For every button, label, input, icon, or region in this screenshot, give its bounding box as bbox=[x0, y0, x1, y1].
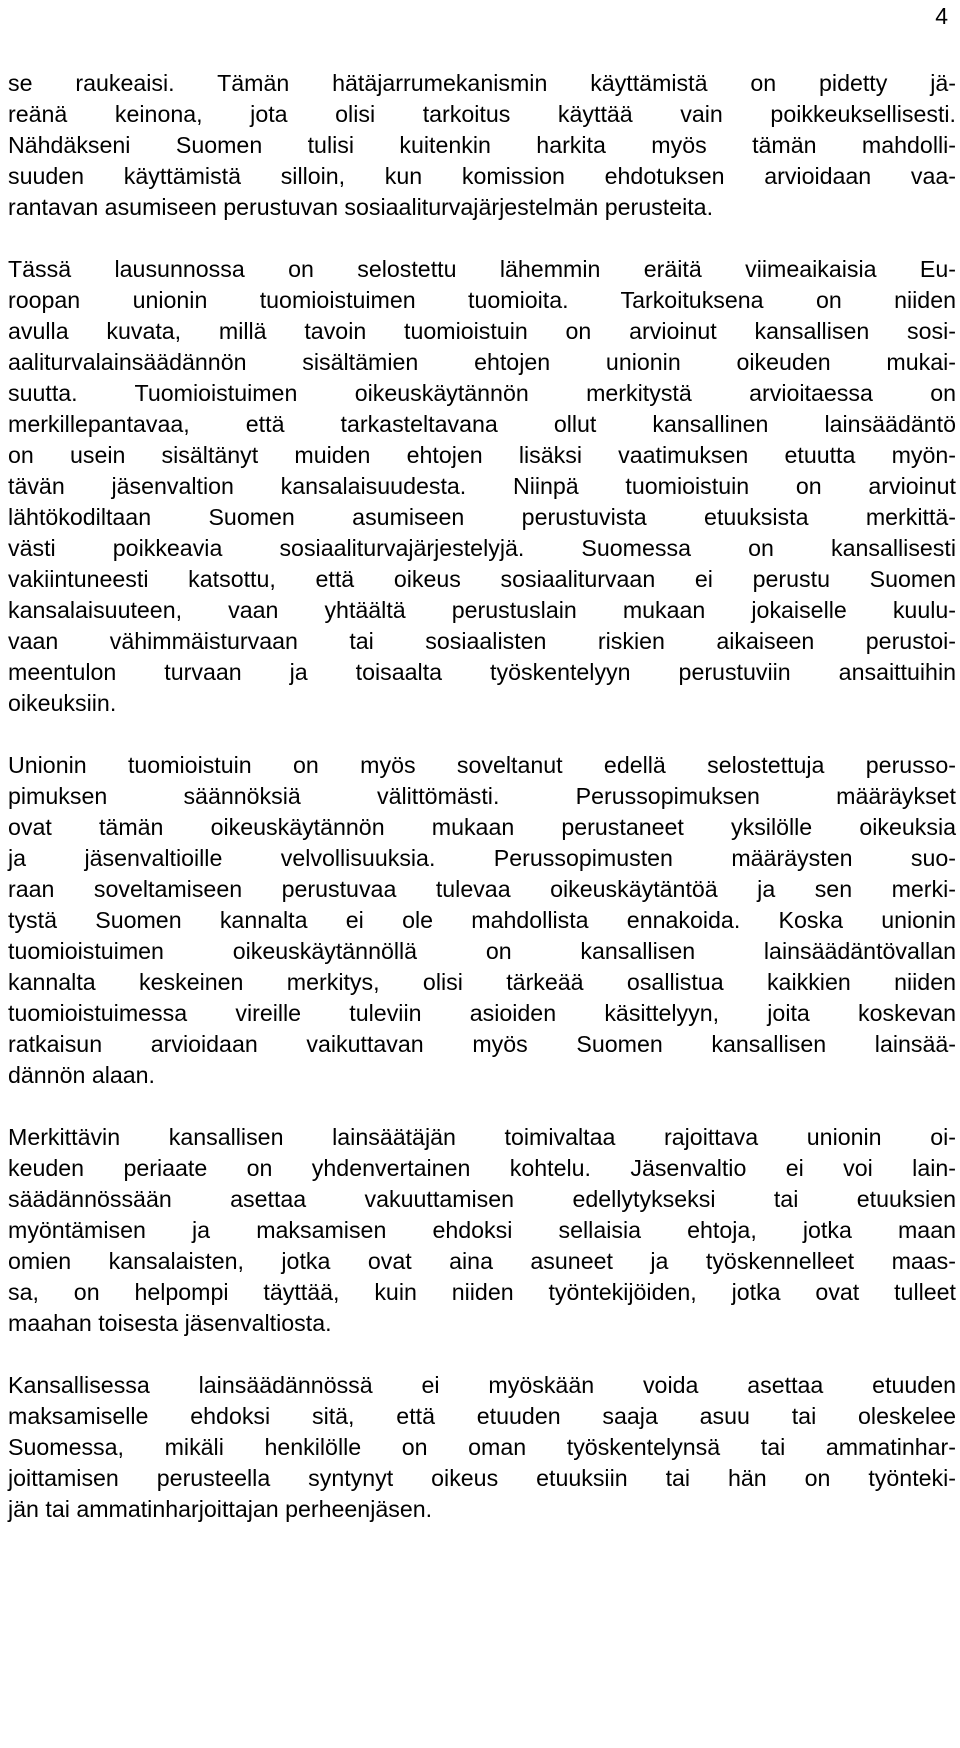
text-line: se raukeaisi. Tämän hätäjarrumekanismin käyttämistä on pidetty jä- bbox=[8, 70, 956, 96]
text-line: pimuksen säännöksiä välittömästi. Perussopimuksen määräykset bbox=[8, 783, 956, 809]
text-line: rantavan asumiseen perustuvan sosiaaliturvajärjestelmän perusteita. bbox=[8, 194, 714, 220]
text-line: maksamiselle ehdoksi sitä, että etuuden saaja asuu tai oleskelee bbox=[8, 1403, 956, 1429]
text-line: Suomessa, mikäli henkilölle on oman työskentelynsä tai ammatinhar- bbox=[8, 1434, 956, 1460]
text-line: joittamisen perusteella syntynyt oikeus etuuksiin tai hän on työnteki- bbox=[8, 1465, 956, 1491]
text-line: suuden käyttämistä silloin, kun komission ehdotuksen arvioidaan vaa- bbox=[8, 163, 956, 189]
text-line: tuomioistuimessa vireille tuleviin asioiden käsittelyyn, joita koskevan bbox=[8, 1000, 956, 1026]
text-line: ratkaisun arvioidaan vaikuttavan myös Suomen kansallisen lainsää- bbox=[8, 1031, 956, 1057]
text-line: dännön alaan. bbox=[8, 1062, 155, 1088]
text-line: Kansallisessa lainsäädännössä ei myöskään voida asettaa etuuden bbox=[8, 1372, 956, 1398]
text-line: tävän jäsenvaltion kansalaisuudesta. Niinpä tuomioistuin on arvioinut bbox=[8, 473, 956, 499]
paragraph-4 bbox=[8, 1122, 956, 1339]
text-line: roopan unionin tuomioistuimen tuomioita. Tarkoituksena on niiden bbox=[8, 287, 956, 313]
text-line: suutta. Tuomioistuimen oikeuskäytännön merkitystä arvioitaessa on bbox=[8, 380, 956, 406]
text-line: avulla kuvata, millä tavoin tuomioistuin on arvioinut kansallisen sosi- bbox=[8, 318, 956, 344]
text-line: omien kansalaisten, jotka ovat aina asuneet ja työskennelleet maas- bbox=[8, 1248, 956, 1274]
text-line: västi poikkeavia sosiaaliturvajärjestelyjä. Suomessa on kansallisesti bbox=[8, 535, 956, 561]
text-line: keuden periaate on yhdenvertainen kohtelu. Jäsenvaltio ei voi lain- bbox=[8, 1155, 956, 1181]
paragraph-3 bbox=[8, 750, 956, 1091]
text-line: ovat tämän oikeuskäytännön mukaan perustaneet yksilölle oikeuksia bbox=[8, 814, 956, 840]
text-line: Merkittävin kansallisen lainsäätäjän toimivaltaa rajoittava unionin oi- bbox=[8, 1124, 956, 1150]
page-number: 4 bbox=[935, 3, 948, 29]
text-line: säädännössään asettaa vakuuttamisen edellytykseksi tai etuuksien bbox=[8, 1186, 956, 1212]
text-line: vaan vähimmäisturvaan tai sosiaalisten riskien aikaiseen perustoi- bbox=[8, 628, 956, 654]
text-line: on usein sisältänyt muiden ehtojen lisäksi vaatimuksen etuutta myön- bbox=[8, 442, 956, 468]
paragraph-1 bbox=[8, 68, 956, 223]
text-line: vakiintuneesti katsottu, että oikeus sosiaaliturvaan ei perustu Suomen bbox=[8, 566, 956, 592]
text-line: kansalaisuuteen, vaan yhtäältä perustuslain mukaan jokaiselle kuulu- bbox=[8, 597, 956, 623]
text-line: kannalta keskeinen merkitys, olisi tärkeää osallistua kaikkien niiden bbox=[8, 969, 956, 995]
text-line: aaliturvalainsäädännön sisältämien ehtojen unionin oikeuden mukai- bbox=[8, 349, 956, 375]
text-line: Tässä lausunnossa on selostettu lähemmin eräitä viimeaikaisia Eu- bbox=[8, 256, 956, 282]
text-line: myöntämisen ja maksamisen ehdoksi sellaisia ehtoja, jotka maan bbox=[8, 1217, 956, 1243]
text-line: Unionin tuomioistuin on myös soveltanut edellä selostettuja perusso- bbox=[8, 752, 956, 778]
text-line: tystä Suomen kannalta ei ole mahdollista ennakoida. Koska unionin bbox=[8, 907, 956, 933]
text-line: oikeuksiin. bbox=[8, 690, 117, 716]
paragraph-2 bbox=[8, 254, 956, 719]
paragraph-5 bbox=[8, 1370, 956, 1525]
text-line: tuomioistuimen oikeuskäytännöllä on kansallisen lainsäädäntövallan bbox=[8, 938, 956, 964]
text-line: meentulon turvaan ja toisaalta työskentelyyn perustuviin ansaittuihin bbox=[8, 659, 956, 685]
text-line: Nähdäkseni Suomen tulisi kuitenkin harkita myös tämän mahdolli- bbox=[8, 132, 956, 158]
text-line: jän tai ammatinharjoittajan perheenjäsen. bbox=[8, 1496, 433, 1522]
document-body bbox=[8, 68, 956, 1556]
text-line: sa, on helpompi täyttää, kuin niiden työntekijöiden, jotka ovat tulleet bbox=[8, 1279, 956, 1305]
text-line: lähtökodiltaan Suomen asumiseen perustuvista etuuksista merkittä- bbox=[8, 504, 956, 530]
text-line: raan soveltamiseen perustuvaa tulevaa oikeuskäytäntöä ja sen merki- bbox=[8, 876, 956, 902]
text-line: reänä keinona, jota olisi tarkoitus käyttää vain poikkeuksellisesti. bbox=[8, 101, 956, 127]
text-line: maahan toisesta jäsenvaltiosta. bbox=[8, 1310, 332, 1336]
text-line: ja jäsenvaltioille velvollisuuksia. Perussopimusten määräysten suo- bbox=[8, 845, 956, 871]
text-line: merkillepantavaa, että tarkasteltavana ollut kansallinen lainsäädäntö bbox=[8, 411, 956, 437]
